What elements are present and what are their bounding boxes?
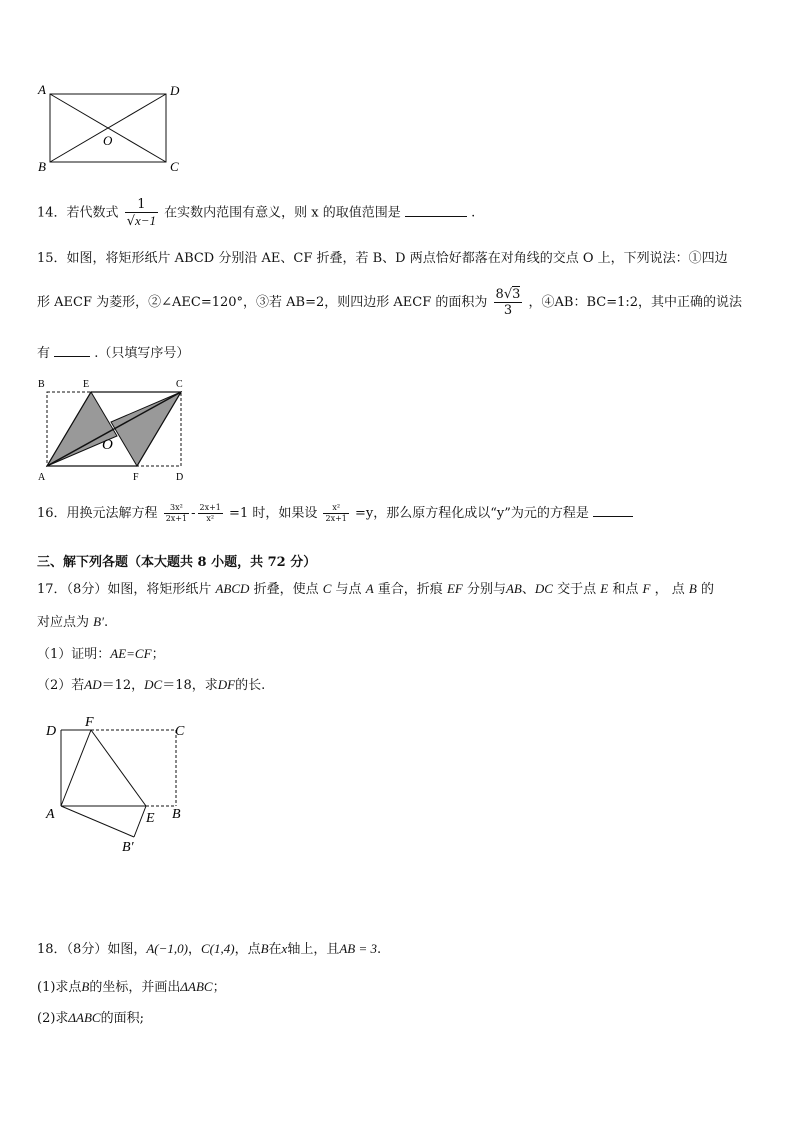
q15-area-den: 3 (503, 303, 513, 318)
fig15-label-B: B (38, 379, 45, 390)
q16-prefix: 16．用换元法解方程 (37, 506, 158, 521)
question-15-line-1 (37, 250, 728, 268)
q17-text-g: 和点 (612, 582, 639, 597)
q17-sub2-b: ＝12， (101, 678, 145, 693)
question-15-line-2 (37, 287, 742, 318)
q17-ad: AD (84, 677, 102, 692)
q14-denominator: √x−1 (126, 213, 157, 229)
fig15-label-O: O (102, 437, 113, 453)
q18-comma: ， (187, 942, 201, 957)
q17-text-i: 的 (700, 582, 714, 597)
q17-abcd: ABCD (215, 581, 250, 596)
q17-sub2-d: 的长. (235, 678, 266, 693)
fig15-label-E: E (83, 379, 90, 390)
q14-prefix: 14．若代数式 (37, 205, 119, 221)
q18-sub1-d: ； (212, 980, 226, 995)
q17-e: E (600, 581, 609, 596)
q17-sub1-eq: AE=CF (110, 646, 152, 661)
q17-b: B (688, 581, 697, 596)
q15-line2a: 形 AECF 为菱形，②∠AEC=120°，③若 AB=2，则四边形 AECF 的面积为 (37, 295, 488, 310)
q17-text-a: 17．（8分）如图，将矩形纸片 (37, 582, 212, 597)
q17-text-d: 重合，折痕 (377, 582, 443, 597)
q16-f3-den: 2x+1 (325, 514, 347, 523)
q15-line3a: 有 (37, 346, 51, 361)
q17-dc: DC (534, 581, 553, 596)
q15-line3b: .（只填写序号） (94, 346, 190, 361)
label-O: O (103, 133, 113, 148)
q17-sub2-a: （2）若 (37, 678, 85, 693)
q17-df: DF (217, 677, 236, 692)
q17-text-e: 分别与 (466, 582, 506, 597)
q16-f1-den: 2x+1 (165, 514, 188, 523)
section-3-heading: 三、解下列各题（本大题共 8 小题，共 72 分） (37, 555, 317, 570)
q17-sub1-b: ； (151, 647, 165, 662)
q18-prefix: 18．（8分）如图， (37, 942, 147, 957)
q18-sub2-b: 的面积; (100, 1011, 144, 1026)
q17-dc2: DC (144, 677, 163, 692)
fig17-label-A: A (46, 807, 55, 822)
q18-sub1-c: 的坐标，并画出 (89, 980, 181, 995)
q17-text-b: 折叠，使点 (253, 582, 319, 597)
q17-text-c: 与点 (335, 582, 362, 597)
label-D: D (170, 83, 180, 98)
q16-suffix: =y，那么原方程化成以“y”为元的方程是 (355, 506, 589, 521)
fig17-label-B: B (172, 807, 181, 822)
q18-sub2-a: (2)求 (37, 1011, 69, 1026)
q14-numerator: 1 (125, 197, 158, 213)
q17-ef: EF (446, 581, 463, 596)
q18-sub1-a: (1)求点 (37, 980, 82, 995)
q15-area-radicand: 3 (512, 287, 521, 302)
q18-b: B (260, 941, 269, 956)
fig15-label-F: F (133, 472, 139, 483)
q18-mid: ，点 (234, 942, 261, 957)
q17-bprime: B′ (93, 614, 104, 629)
q17-text-2a: 对应点为 (37, 615, 90, 630)
label-B: B (38, 159, 46, 174)
q14-suffix: 在实数内范围有意义，则 x 的取值范围是 (164, 205, 401, 221)
q14-fraction (125, 197, 158, 229)
q18-point-a: A(−1,0) (146, 941, 188, 956)
q16-fraction-1 (164, 503, 189, 524)
question-18-sub-1 (37, 978, 226, 997)
q16-answer-blank (593, 502, 633, 517)
q18-x: x (281, 941, 288, 956)
q15-area-coef: 8 (495, 287, 504, 302)
q15-line2b: ，④AB：BC=1:2，其中正确的说法 (528, 295, 743, 310)
q17-f: F (642, 581, 651, 596)
q16-fraction-3 (323, 503, 348, 524)
q18-end: . (377, 942, 382, 957)
question-17-line-2 (37, 613, 108, 632)
q17-sep: 、 (521, 582, 535, 597)
question-18-sub-2 (37, 1009, 144, 1028)
question-17-line-1 (37, 580, 714, 599)
q14-answer-blank (405, 202, 467, 217)
question-14 (37, 197, 475, 229)
q16-f2-num: 2x+1 (199, 503, 221, 512)
q15-area-fraction: $\frac{8√3}{3}$ (495, 287, 521, 318)
question-15-line-3 (37, 342, 189, 363)
q18-sub1-tri: ΔABC (180, 979, 213, 994)
q15-answer-blank (54, 342, 90, 357)
q16-f3-num: x² (323, 503, 348, 514)
q18-axis: 轴上，且 (287, 942, 340, 957)
q17-sub1-a: （1）证明： (37, 647, 111, 662)
figure-15-folded-rectangle (33, 372, 193, 484)
q17-a: A (365, 581, 374, 596)
q17-text-2b: . (103, 615, 109, 630)
question-16 (37, 502, 633, 524)
fig17-label-E: E (146, 811, 155, 826)
figure-17-folded-rectangle (36, 712, 196, 857)
q17-text-f: 交于点 (557, 582, 597, 597)
q18-sub1-b: B (81, 979, 90, 994)
fig15-label-A: A (38, 472, 46, 483)
q16-f2-den: x² (206, 514, 215, 523)
q18-in: 在 (268, 942, 282, 957)
fig15-label-D: D (176, 472, 184, 483)
q17-text-h: ， 点 (654, 582, 685, 597)
q18-ab-eq: AB = 3 (339, 941, 377, 956)
q16-minus: - (191, 506, 196, 521)
q16-f1-num: 3x² (164, 503, 189, 514)
label-A: A (38, 82, 46, 97)
figure-rectangle-diagonals (30, 78, 190, 178)
q18-sub2-tri: ΔABC (68, 1010, 101, 1025)
fig17-label-F: F (85, 715, 94, 730)
fig17-label-C: C (175, 724, 185, 739)
q15-line1: 15．如图，将矩形纸片 ABCD 分别沿 AE、CF 折叠，若 B、D 两点恰好都落在对角线的交点 O 上，下列说法：①四边 (37, 251, 728, 266)
q14-end: . (471, 205, 476, 221)
q16-fraction-2 (198, 503, 223, 524)
label-C: C (170, 159, 179, 174)
question-17-sub-1 (37, 645, 165, 664)
fig17-label-Bprime: B′ (122, 840, 134, 855)
question-18 (37, 940, 381, 959)
q17-ab: AB (505, 581, 522, 596)
fig15-label-C: C (176, 379, 183, 390)
q17-c: C (322, 581, 332, 596)
q18-point-c: C(1,4) (200, 941, 235, 956)
q16-mid: =1 时，如果设 (229, 506, 318, 521)
question-17-sub-2 (37, 676, 265, 695)
q17-sub2-c: ＝18，求 (162, 678, 218, 693)
fig17-label-D: D (46, 724, 57, 739)
q14-radicand: x−1 (134, 213, 157, 228)
